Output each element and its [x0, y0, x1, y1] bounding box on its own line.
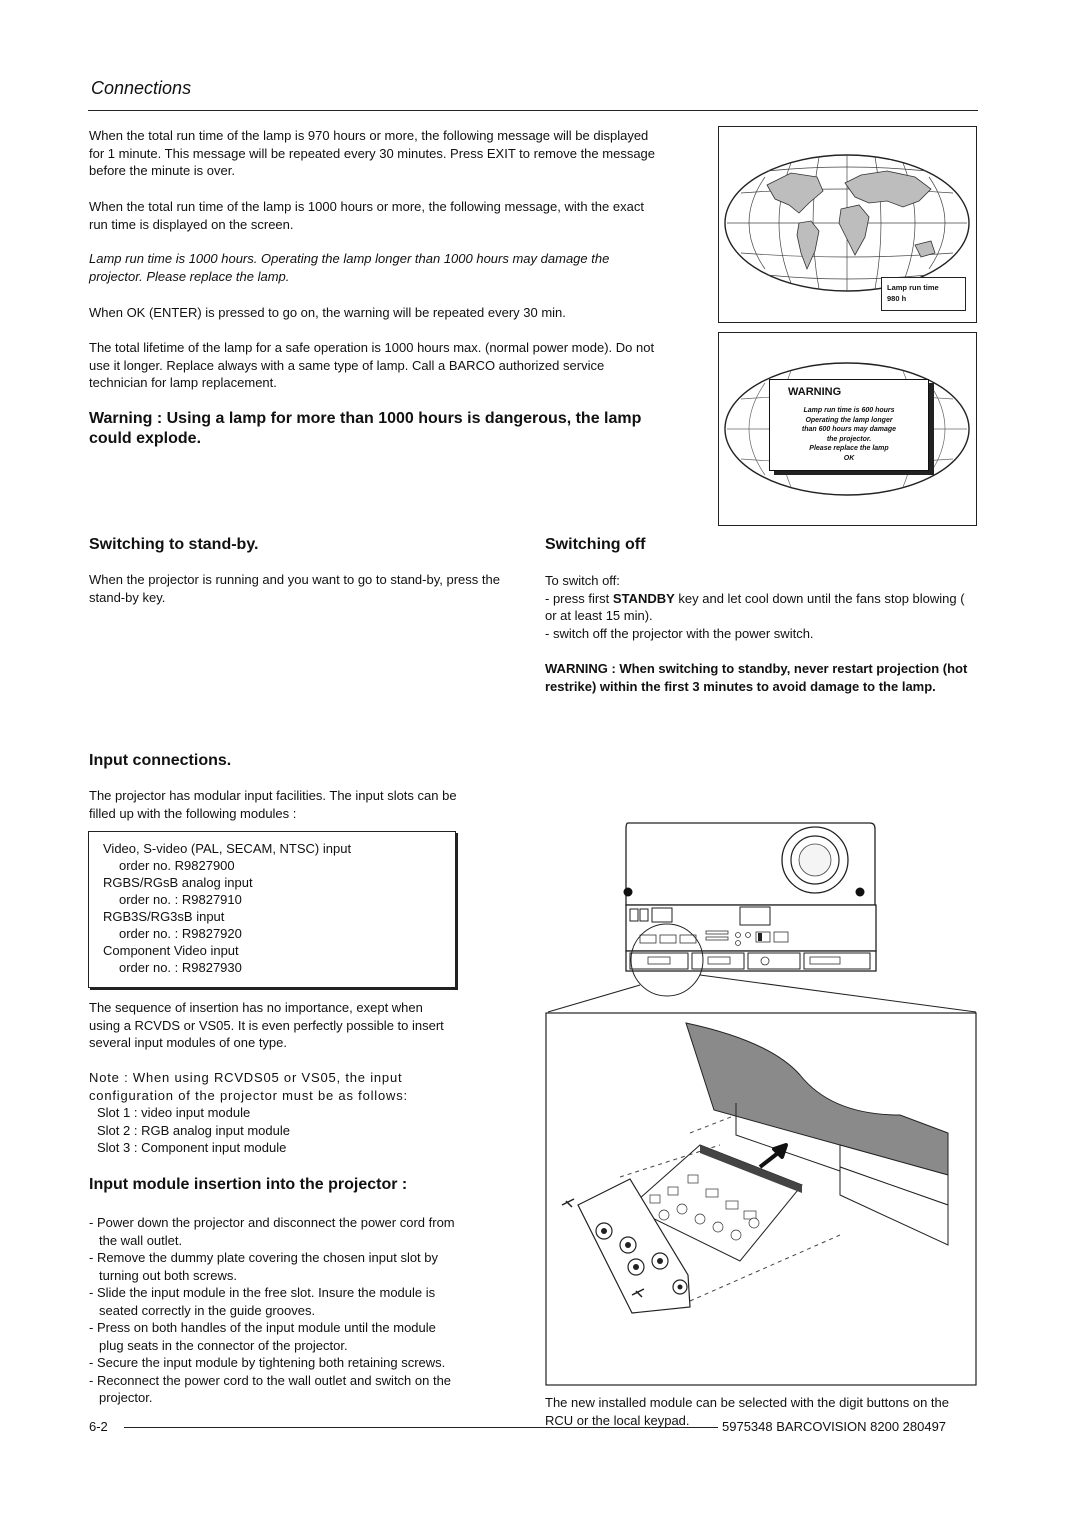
- module-3-name: RGB3S/RG3sB input: [103, 909, 225, 924]
- slot-2: Slot 2 : RGB analog input module: [97, 1122, 290, 1138]
- module-4-order: order no. : R9827930: [119, 960, 242, 975]
- module-2-name: RGBS/RGsB analog input: [103, 875, 253, 890]
- warning-ok-button[interactable]: OK: [843, 454, 855, 462]
- insertion-step: - Remove the dummy plate covering the chosen input slot by turning out both screws.: [89, 1250, 439, 1283]
- insertion-sequence-text: The sequence of insertion has no importance, exept when using a RCVDS or VS05. It is even perfectly possible to insert several input modules of one type.: [89, 1000, 444, 1050]
- section-title: Connections: [91, 78, 192, 98]
- switch-off-step-1: - press first STANDBY key and let cool down until the fans stop blowing ( or at least 15 min).: [545, 590, 965, 623]
- standby-text: When the projector is running and you want to go to stand-by, press the stand-by key.: [89, 572, 500, 605]
- projector-module-illustration: [540, 815, 980, 1390]
- figure-world-map-runtime: [718, 126, 977, 323]
- module-1-order: order no. R9827900: [119, 858, 235, 873]
- slot-3: Slot 3 : Component input module: [97, 1140, 287, 1155]
- warning-line-5: Please replace the lamp: [809, 445, 889, 452]
- insertion-steps: [89, 1214, 457, 1407]
- insertion-heading: Input module insertion into the projector :: [89, 1176, 408, 1193]
- module-2-order: order no. : R9827910: [119, 892, 242, 907]
- warning-line-1: Lamp run time is 600 hours: [803, 407, 895, 414]
- rcvds-note: Note : When using RCVDS05 or VS05, the input configuration of the projector must be as follows:: [89, 1070, 408, 1103]
- lamp-warning-heading: Warning : Using a lamp for more than 1000 hours is dangerous, the lamp could explode.: [89, 410, 642, 447]
- osd-value: 980 h: [887, 294, 907, 303]
- input-connections-intro: The projector has modular input facilities. The input slots can be filled up with the following modules :: [89, 788, 457, 821]
- standby-key-label: STANDBY: [612, 590, 675, 606]
- insertion-step: - Reconnect the power cord to the wall outlet and switch on the projector.: [89, 1372, 452, 1405]
- insertion-step: - Press on both handles of the input module until the module plug seats in the connector of the projector.: [89, 1320, 436, 1353]
- warning-dialog-title: WARNING: [788, 386, 842, 398]
- insertion-step: - Secure the input module by tightening both retaining screws.: [89, 1355, 446, 1370]
- osd-label: Lamp run time: [887, 283, 939, 292]
- slot-config-list: [97, 1104, 457, 1157]
- warning-line-4: the projector.: [826, 435, 872, 443]
- module-4-name: Component Video input: [103, 943, 239, 958]
- warning-line-3: than 600 hours may damage: [801, 426, 897, 433]
- module-selection-caption: The new installed module can be selected with the digit buttons on the RCU or the local keypad.: [545, 1395, 949, 1428]
- lamp-paragraph-1: When the total run time of the lamp is 970 hours or more, the following message will be displayed for 1 minute. This message will be repeated every 30 minutes. Press EXIT to remove the message before the minute is over.: [89, 128, 656, 178]
- switch-off-intro: To switch off:: [545, 573, 620, 588]
- insertion-step: - Power down the projector and disconnect the power cord from the wall outlet.: [89, 1215, 455, 1248]
- insertion-step: - Slide the input module in the free slot. Insure the module is seated correctly in the guide grooves.: [89, 1285, 436, 1318]
- figure-warning-dialog: [718, 332, 977, 526]
- page-number: 6-2: [89, 1419, 108, 1434]
- switching-off-steps: [545, 572, 977, 642]
- footer-rule: [124, 1427, 718, 1428]
- switching-off-heading: Switching off: [545, 536, 646, 553]
- modules-list-box: [88, 831, 456, 988]
- standby-heading: Switching to stand-by.: [89, 536, 259, 553]
- slot-1: Slot 1 : video input module: [97, 1105, 251, 1120]
- module-1-name: Video, S-video (PAL, SECAM, NTSC) input: [103, 841, 352, 856]
- input-connections-heading: Input connections.: [89, 752, 232, 769]
- document-reference: 5975348 BARCOVISION 8200 280497: [722, 1419, 947, 1434]
- lamp-runtime-osd: [881, 277, 966, 311]
- lamp-paragraph-4: When OK (ENTER) is pressed to go on, the warning will be repeated every 30 min.: [89, 305, 566, 320]
- warning-dialog: [769, 379, 929, 471]
- header-rule: [88, 110, 978, 111]
- lamp-paragraph-2: When the total run time of the lamp is 1000 hours or more, the following message, with the exact run time is displayed on the screen.: [89, 199, 644, 232]
- warning-line-2: Operating the lamp longer: [805, 416, 893, 424]
- module-3-order: order no. : R9827920: [119, 926, 242, 941]
- lamp-paragraph-5: The total lifetime of the lamp for a safe operation is 1000 hours max. (normal power mode). Do not use it longer. Replace always with a same type of lamp. Call a BARCO authorized service technician for lamp replacement.: [89, 340, 655, 390]
- restrike-warning: WARNING : When switching to standby, never restart projection (hot restrike) within the first 3 minutes to avoid damage to the lamp.: [545, 661, 968, 694]
- switch-off-step-2: - switch off the projector with the power switch.: [545, 625, 814, 641]
- lamp-message-italic: Lamp run time is 1000 hours. Operating the lamp longer than 1000 hours may damage the projector. Please replace the lamp.: [89, 251, 610, 284]
